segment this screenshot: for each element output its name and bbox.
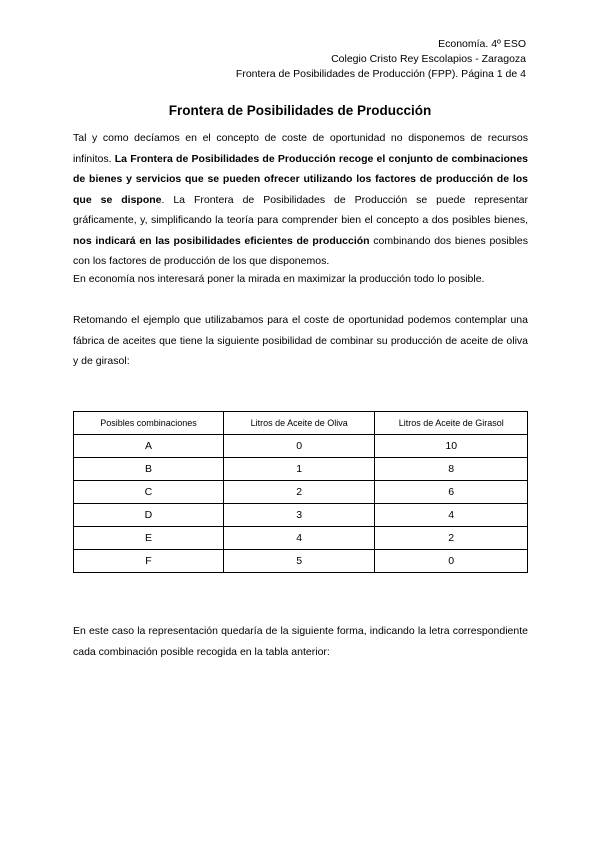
cell-combination: B <box>74 458 224 481</box>
cell-olive: 5 <box>223 550 375 573</box>
maximize-paragraph: En economía nos interesará poner la mirada en maximizar la producción todo lo posible. <box>73 273 485 285</box>
table-row <box>74 435 528 458</box>
cell-olive: 0 <box>223 435 375 458</box>
cell-sunflower: 4 <box>375 504 528 527</box>
table-row <box>74 504 528 527</box>
header-school: Colegio Cristo Rey Escolapios - Zaragoza <box>331 53 526 65</box>
intro-text-2: . La Frontera de Posibilidades de Producción se puede representar gráficamente, y, simplificando la teoría para comprender bien el concepto a dos posibles bienes, <box>73 193 528 226</box>
cell-sunflower: 8 <box>375 458 528 481</box>
cell-combination: E <box>74 527 224 550</box>
header-olive-oil: Litros de Aceite de Oliva <box>223 412 375 435</box>
cell-combination: F <box>74 550 224 573</box>
intro-bold-definition: La Frontera de Posibilidades de Producción recoge el conjunto de combinaciones de bienes y servicios que se pueden ofrecer utilizando los factores de producción de los que se dispone <box>73 152 528 206</box>
cell-sunflower: 10 <box>375 435 528 458</box>
table-row <box>74 481 528 504</box>
cell-olive: 2 <box>223 481 375 504</box>
table-row <box>74 550 528 573</box>
page-header <box>236 37 526 82</box>
graph-intro-paragraph: En este caso la representación quedaría de la siguiente forma, indicando la letra correspondiente cada combinación posible recogida en la tabla anterior: <box>73 625 528 658</box>
cell-olive: 1 <box>223 458 375 481</box>
cell-sunflower: 2 <box>375 527 528 550</box>
cell-olive: 3 <box>223 504 375 527</box>
header-sunflower-oil: Litros de Aceite de Girasol <box>375 412 528 435</box>
combinations-table <box>73 411 528 573</box>
intro-text-1: Tal y como decíamos en el concepto de coste de oportunidad no disponemos de recursos infinitos. <box>73 132 528 165</box>
header-combinations: Posibles combinaciones <box>74 412 224 435</box>
table-header-row <box>74 412 528 435</box>
header-subject: Economía. 4º ESO <box>438 38 526 50</box>
intro-paragraph <box>73 128 528 272</box>
intro-text-3: combinando dos bienes posibles con los factores de producción de los que disponemos. <box>73 234 528 267</box>
document-title: Frontera de Posibilidades de Producción <box>168 103 432 118</box>
table-row <box>74 458 528 481</box>
cell-sunflower: 0 <box>375 550 528 573</box>
cell-combination: C <box>74 481 224 504</box>
cell-olive: 4 <box>223 527 375 550</box>
header-page-info: Frontera de Posibilidades de Producción (FPP). Página 1 de 4 <box>235 68 526 80</box>
cell-combination: D <box>74 504 224 527</box>
intro-bold-efficiency: nos indicará en las posibilidades eficientes de producción <box>73 234 370 247</box>
table-row <box>74 527 528 550</box>
cell-sunflower: 6 <box>375 481 528 504</box>
example-paragraph: Retomando el ejemplo que utilizabamos para el coste de oportunidad podemos contemplar una fábrica de aceites que tiene la siguiente posibilidad de combinar su producción de aceite de oliva y de girasol: <box>73 314 528 367</box>
cell-combination: A <box>74 435 224 458</box>
